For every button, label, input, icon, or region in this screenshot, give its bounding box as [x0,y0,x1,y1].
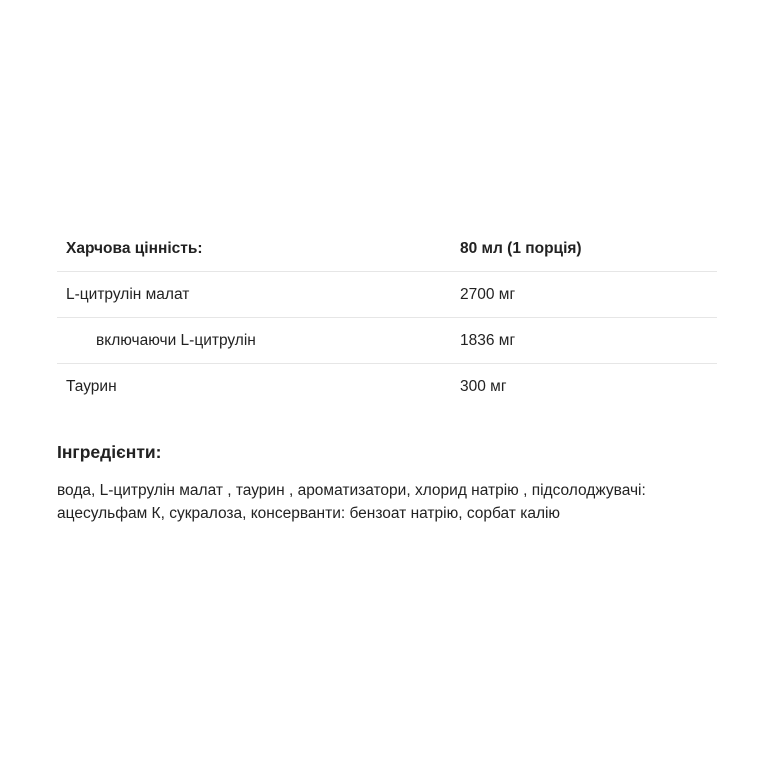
nutrient-name: Таурин [66,378,117,395]
nutrition-header-value: 80 мл (1 порція) [460,240,582,257]
nutrient-name: L-цитрулін малат [66,286,190,303]
nutrient-amount: 2700 мг [460,286,516,303]
ingredients-title: Інгредієнти: [57,442,162,462]
table-row [57,318,717,364]
nutrition-table [57,226,717,409]
nutrient-amount: 300 мг [460,378,507,395]
nutrient-name: включаючи L-цитрулін [96,332,256,349]
ingredients-text [57,479,717,525]
ingredients-line: ацесульфам К, сукралоза, консерванти: бензоат натрію, сорбат калію [57,505,561,522]
nutrient-amount: 1836 мг [460,332,516,349]
table-row [57,272,717,318]
nutrition-header-label: Харчова цінність: [66,240,203,257]
nutrition-header-row [57,226,717,272]
ingredients-line: вода, L-цитрулін малат , таурин , ароматизатори, хлорид натрію , підсолоджувачі: [57,482,646,499]
table-row [57,364,717,409]
